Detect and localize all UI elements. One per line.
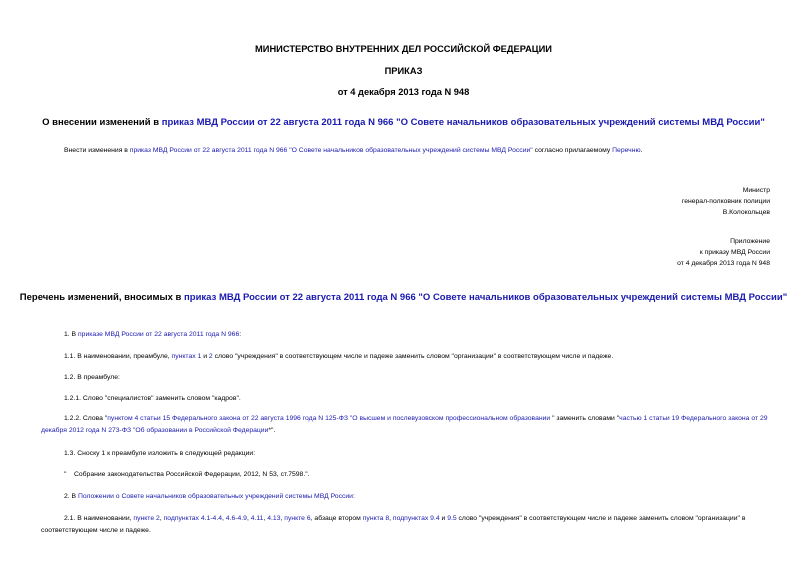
item-2-text-2: : bbox=[352, 493, 355, 500]
signature-position: Министр bbox=[742, 187, 770, 194]
item-1-2-2-link-2[interactable]: частью 1 статьи 19 Федерального закона от 29 декабря 2012 года N 273-ФЗ "Об образовании в Российской Федерации bbox=[41, 415, 768, 434]
item-1-3-quote: " Собрание законодательства Российской Федерации, 2012, N 53, ст.7598.". bbox=[64, 471, 310, 478]
intro-text-2: согласно прилагаемому bbox=[532, 147, 613, 154]
item-1-1-link-2[interactable]: 2 bbox=[208, 353, 213, 360]
item-1-2-2-text-2: " заменить словами " bbox=[550, 415, 620, 422]
item-2-1-link-2[interactable]: подпунктах 4.1-4.4 bbox=[163, 515, 222, 522]
item-1-text-2: : bbox=[239, 331, 242, 338]
intro-order-link[interactable]: приказ МВД России от 22 августа 2011 года N 966 "О Совете начальников образовательных учреждений системы МВД России" bbox=[129, 147, 533, 154]
item-1-3: 1.3. Сноску 1 к преамбуле изложить в следующей редакции: bbox=[64, 450, 256, 457]
item-2-text-1: 2. В bbox=[64, 493, 78, 500]
ministry-heading: МИНИСТЕРСТВО ВНУТРЕННИХ ДЕЛ РОССИЙСКОЙ ФЕДЕРАЦИИ bbox=[255, 44, 552, 54]
list-title-link[interactable]: приказ МВД России от 22 августа 2011 года N 966 "О Совете начальников образовательных учреждений системы МВД России" bbox=[184, 292, 788, 303]
item-2-1-text-1: 2.1. В наименовании, bbox=[64, 515, 134, 522]
item-2-1-text-2: , bbox=[159, 515, 164, 522]
item-2 bbox=[64, 493, 355, 500]
item-2-1-text-8: , bbox=[389, 515, 393, 522]
document-date-number: от 4 декабря 2013 года N 948 bbox=[337, 87, 470, 97]
appendix-label: Приложение bbox=[730, 238, 770, 245]
item-1-1 bbox=[64, 353, 613, 360]
item-2-1-link-1[interactable]: пункте 2 bbox=[133, 515, 160, 522]
item-2-1-text-5: , bbox=[263, 515, 268, 522]
title-prefix: О внесении изменений в bbox=[42, 117, 162, 128]
item-2-1-link-7[interactable]: пункта 8 bbox=[362, 515, 390, 522]
list-title-prefix: Перечень изменений, вносимых в bbox=[19, 292, 185, 303]
item-2-1-text-3: , bbox=[222, 515, 226, 522]
signature-rank: генерал-полковник полиции bbox=[681, 198, 770, 205]
item-2-1-text-4: , bbox=[246, 515, 251, 522]
item-2-1-link-9[interactable]: 9.5 bbox=[447, 515, 457, 522]
item-2-1-link-4[interactable]: 4.11 bbox=[250, 515, 264, 522]
item-1-1-link-1[interactable]: пунктах 1 bbox=[171, 353, 202, 360]
item-2-1-link-8[interactable]: подпунктах 9.4 bbox=[392, 515, 440, 522]
item-1 bbox=[64, 331, 241, 338]
intro-paragraph bbox=[64, 147, 642, 154]
item-1-2: 1.2. В преамбуле: bbox=[64, 374, 120, 381]
item-2-1-text-9: и bbox=[439, 515, 448, 522]
item-1-1-text-2: и bbox=[201, 353, 209, 360]
appendix-order-ref: к приказу МВД России bbox=[699, 249, 770, 256]
item-1-link[interactable]: приказе МВД России от 22 августа 2011 года N 966 bbox=[77, 331, 240, 338]
item-2-1-link-3[interactable]: 4.6-4.9 bbox=[225, 515, 247, 522]
item-2-1-link-6[interactable]: пункте 6 bbox=[284, 515, 311, 522]
item-1-1-text-3: слово "учреждения" в соответствующем числе и падеже заменить словом "организации" в соответствующем числе и падеже. bbox=[212, 353, 614, 360]
title-link[interactable]: приказ МВД России от 22 августа 2011 года N 966 "О Совете начальников образовательных учреждений системы МВД России" bbox=[161, 117, 765, 128]
item-2-1-text-10: слово "учреждения" в соответствующем числе и падеже заменить словом "организации" в соответствующем числе и падеже. bbox=[41, 515, 746, 534]
item-1-2-1: 1.2.1. Слово "специалистов" заменить словом "кадров". bbox=[64, 395, 241, 402]
item-1-1-text-1: 1.1. В наименовании, преамбуле, bbox=[64, 353, 172, 360]
intro-list-link[interactable]: Перечню bbox=[612, 147, 641, 154]
item-1-2-2 bbox=[41, 413, 771, 437]
item-1-2-2-text-3: *". bbox=[268, 427, 276, 434]
intro-text-1: Внести изменения в bbox=[64, 147, 130, 154]
intro-text-3: . bbox=[640, 147, 643, 154]
item-1-2-2-text-1: 1.2.2. Слова " bbox=[64, 415, 108, 422]
item-2-1-link-5[interactable]: 4.13 bbox=[267, 515, 281, 522]
document-type: ПРИКАЗ bbox=[384, 66, 423, 76]
item-1-2-2-link-1[interactable]: пунктом 4 статьи 15 Федерального закона от 22 августа 1996 года N 125-ФЗ "О высшем и послевузовском профессиональном образовании bbox=[107, 415, 551, 422]
appendix-date: от 4 декабря 2013 года N 948 bbox=[677, 260, 770, 267]
item-1-text-1: 1. В bbox=[64, 331, 78, 338]
changes-list-title bbox=[0, 292, 807, 303]
item-2-1 bbox=[41, 513, 771, 537]
item-2-link[interactable]: Положении о Совете начальников образовательных учреждений системы МВД России bbox=[77, 493, 353, 500]
item-2-1-text-6: , bbox=[280, 515, 285, 522]
signature-name: В.Колокольцев bbox=[722, 209, 770, 216]
document-title bbox=[0, 117, 807, 128]
item-2-1-text-7: , абзаце втором bbox=[310, 515, 363, 522]
